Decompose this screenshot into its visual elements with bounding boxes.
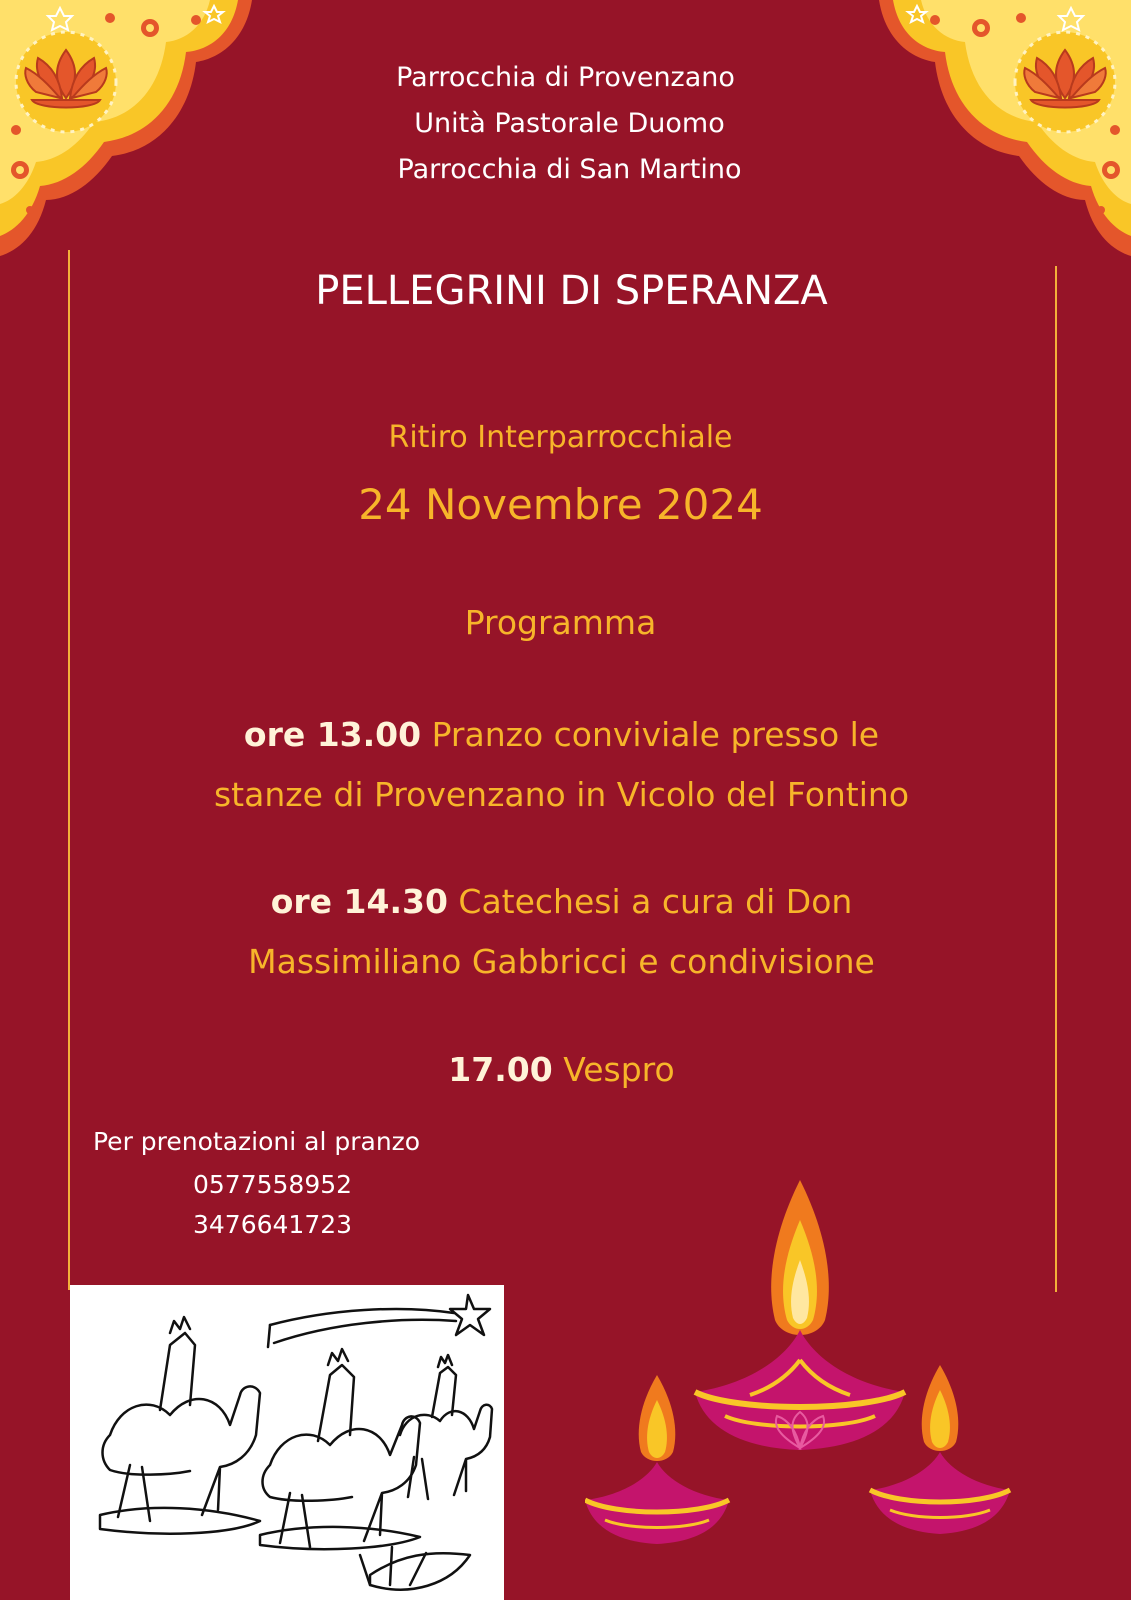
parish-line-1: Parrocchia di Provenzano xyxy=(396,62,735,93)
program-item-1-text: Pranzo conviviale presso le xyxy=(431,715,880,754)
program-item-2-line-1 xyxy=(0,882,1131,921)
magi-camels-drawing-icon xyxy=(70,1285,504,1600)
left-border-rule xyxy=(68,250,70,1290)
program-item-3-line xyxy=(0,1050,1131,1089)
booking-phone-2: 3476641723 xyxy=(193,1210,353,1239)
program-item-3-time: 17.00 xyxy=(448,1050,553,1089)
parish-line-2: Unità Pastorale Duomo xyxy=(414,108,725,139)
program-item-3-text: Vespro xyxy=(563,1050,675,1089)
program-heading: Programma xyxy=(464,603,657,642)
program-item-2-line-2: Massimiliano Gabbricci e condivisione xyxy=(248,942,875,981)
event-date: 24 Novembre 2024 xyxy=(358,480,763,529)
program-item-1-line-2: stanze di Provenzano in Vicolo del Fontino xyxy=(213,775,910,814)
subtitle: Ritiro Interparrocchiale xyxy=(388,420,733,455)
booking-label: Per prenotazioni al pranzo xyxy=(93,1127,421,1156)
program-item-1-time: ore 13.00 xyxy=(243,715,422,754)
program-item-1-line-1 xyxy=(0,715,1131,754)
diya-oil-lamp-icon xyxy=(585,1180,1025,1580)
parish-line-3: Parrocchia di San Martino xyxy=(397,154,742,185)
page-title: PELLEGRINI DI SPERANZA xyxy=(315,268,828,314)
program-item-2-time: ore 14.30 xyxy=(270,882,448,921)
magi-illustration xyxy=(70,1285,504,1600)
program-item-2-text: Catechesi a cura di Don xyxy=(458,882,853,921)
booking-phone-1: 0577558952 xyxy=(193,1170,353,1199)
